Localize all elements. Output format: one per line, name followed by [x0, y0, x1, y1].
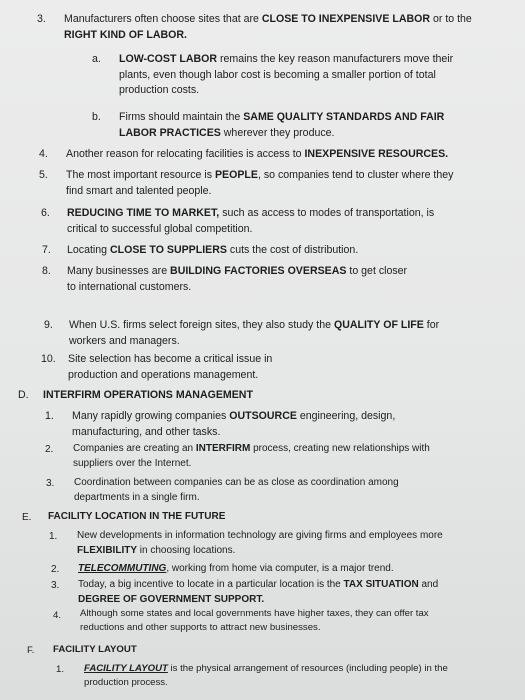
item-text: Another reason for relocating facilities is access to INEXPENSIVE RESOURCES. — [66, 148, 449, 160]
item-text: The most important resource is PEOPLE, so companies tend to cluster where they find smart and talented people. — [66, 169, 454, 197]
item-marker: 5. — [39, 169, 48, 181]
item-marker: 1. — [56, 664, 65, 675]
section-heading: INTERFIRM OPERATIONS MANAGEMENT — [43, 389, 253, 401]
item-text: LOW-COST LABOR remains the key reason manufacturers move their plants, even though labor cost is becoming a smaller portion of total production costs. — [119, 53, 454, 96]
item-marker: 10. — [41, 353, 56, 365]
item-text: Many rapidly growing companies OUTSOURCE engineering, design, manufacturing, and other tasks. — [72, 410, 396, 438]
item-marker: 4. — [53, 610, 62, 621]
item-marker: 1. — [45, 410, 54, 422]
item-text: Locating CLOSE TO SUPPLIERS cuts the cost of distribution. — [67, 244, 359, 256]
item-text: When U.S. firms select foreign sites, they also study the QUALITY OF LIFE for workers and managers. — [69, 319, 440, 347]
item-marker: 3. — [51, 580, 60, 591]
item-marker: a. — [92, 53, 101, 65]
item-marker: 4. — [39, 148, 48, 160]
item-text: Companies are creating an INTERFIRM process, creating new relationships with suppliers over the Internet. — [73, 443, 430, 469]
section-heading: FACILITY LAYOUT — [53, 644, 137, 655]
item-text: FACILITY LAYOUT is the physical arrangement of resources (including people) in the production process. — [84, 663, 448, 688]
item-text: New developments in information technology are giving firms and employees more FLEXIBILITY in choosing locations. — [77, 530, 443, 556]
item-marker: 6. — [41, 207, 50, 219]
section-marker: F. — [27, 645, 35, 656]
item-text: Coordination between companies can be as close as coordination among departments in a single firm. — [74, 477, 399, 503]
item-marker: 2. — [45, 444, 54, 455]
item-marker: 9. — [44, 319, 53, 331]
item-marker: b. — [92, 111, 101, 123]
item-marker: 3. — [37, 13, 46, 25]
item-text: Firms should maintain the SAME QUALITY STANDARDS AND FAIR LABOR PRACTICES wherever they produce. — [119, 111, 445, 139]
section-marker: E. — [22, 512, 32, 523]
item-text: Today, a big incentive to locate in a particular location is the TAX SITUATION and DEGREE OF GOVERNMENT SUPPORT. — [78, 579, 439, 605]
item-text: Site selection has become a critical issue in production and operations management. — [68, 353, 273, 381]
item-text: Manufacturers often choose sites that are CLOSE TO INEXPENSIVE LABOR or to the RIGHT KIND OF LABOR. — [64, 13, 472, 41]
item-text: REDUCING TIME TO MARKET, such as access to modes of transportation, is critical to successful global competition. — [67, 207, 435, 235]
item-text: TELECOMMUTING, working from home via computer, is a major trend. — [78, 563, 394, 574]
item-marker: 8. — [42, 265, 51, 277]
item-marker: 1. — [49, 531, 58, 542]
item-marker: 3. — [46, 478, 55, 489]
section-heading: FACILITY LOCATION IN THE FUTURE — [48, 511, 226, 522]
item-text: Many businesses are BUILDING FACTORIES OVERSEAS to get closer to international customers. — [67, 265, 408, 293]
item-text: Although some states and local governments have higher taxes, they can offer tax reductions and other supports to attract new businesses. — [80, 608, 429, 633]
item-marker: 7. — [42, 244, 51, 256]
item-marker: 2. — [51, 564, 60, 575]
section-marker: D. — [18, 389, 29, 401]
